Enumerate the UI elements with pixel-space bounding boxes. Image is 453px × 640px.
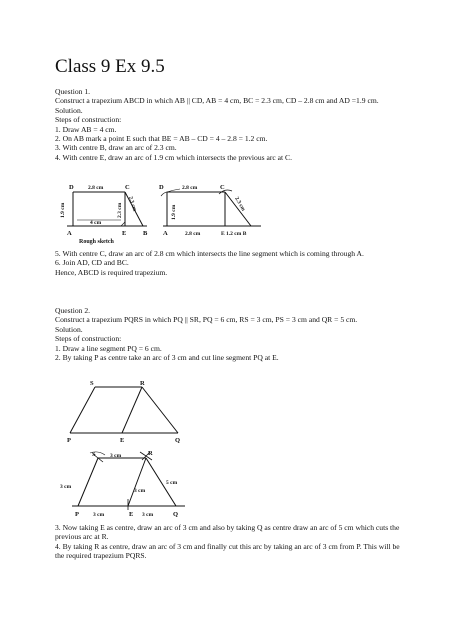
sketch-caption: Rough sketch <box>79 239 114 245</box>
sketch-label-base: 4 cm <box>90 220 102 226</box>
q1-line: 5. With centre C, draw an arc of 2.8 cm which intersects the line segment which is coming through A. <box>55 249 364 258</box>
question-1-text <box>55 87 405 162</box>
construction-label-top: 2.8 cm <box>182 185 198 191</box>
sketch-label-inner: 2.3 cm <box>117 202 123 218</box>
fig3-label-pe: 3 cm <box>93 512 105 518</box>
q1-line: 6. Join AD, CD and BC. <box>55 258 129 268</box>
q2-line: Construct a trapezium PQRS in which PQ || SR, PQ = 6 cm, RS = 3 cm, PS = 3 cm and QR = 5 cm. <box>55 315 358 325</box>
fig2-label-q: Q <box>175 437 181 444</box>
sketch-label-a: A <box>67 230 72 237</box>
fig3-label-ps: 3 cm <box>60 484 72 490</box>
construction-label-a: A <box>163 230 168 237</box>
fig3-label-er: 3 cm <box>134 488 146 494</box>
q1-line: Question 1. <box>55 87 91 96</box>
q1-line: 3. With centre B, draw an arc of 2.3 cm. <box>55 143 177 153</box>
q2-line: 1. Draw a line segment PQ = 6 cm. <box>55 343 162 353</box>
fig2-label-r: R <box>140 380 145 387</box>
q1-line: 4. With centre E, draw an arc of 1.9 cm which intersects the previous arc at C. <box>55 152 292 162</box>
question-2-text <box>55 306 405 362</box>
fig2-label-e: E <box>120 437 125 444</box>
q2-line: Steps of construction: <box>55 334 122 344</box>
q1-line: 2. On AB mark a point E such that BE = AB – CD = 4 – 2.8 = 1.2 cm. <box>55 134 268 144</box>
fig3-label-e: E <box>129 511 134 518</box>
sketch-label-d: D <box>69 184 74 191</box>
fig3-label-q: Q <box>173 511 179 518</box>
fig3-label-s: S <box>92 451 96 458</box>
fig3-label-eq: 3 cm <box>142 512 154 518</box>
q2-line: Solution. <box>55 324 83 334</box>
fig3-label-qr: 5 cm <box>166 480 178 486</box>
construction-label-left: 1.9 cm <box>171 204 177 220</box>
q1-line: 1. Draw AB = 4 cm. <box>55 124 117 134</box>
question-2-steps-continued <box>55 523 405 561</box>
construction-label-base-right: E 1.2 cm B <box>221 231 247 237</box>
construction-label-base-left: 2.8 cm <box>185 231 201 237</box>
q2-line: Question 2. <box>55 306 91 315</box>
sketch-label-b: B <box>143 230 148 237</box>
sketch-label-slant: 2.3 cm <box>127 195 138 213</box>
page-title: Class 9 Ex 9.5 <box>55 56 165 77</box>
fig3-label-p: P <box>75 511 79 518</box>
q2-line: 3. Now taking E as centre, draw an arc of 3 cm and also by taking Q as centre draw an arc of 5 cm which cuts the previous arc at R. <box>55 523 400 542</box>
q1-line: Steps of construction: <box>55 115 122 125</box>
q1-line: Construct a trapezium ABCD in which AB || CD, AB = 4 cm, BC = 2.3 cm, CD – 2.8 cm and AD =1.9 cm. <box>55 96 379 106</box>
q2-line: 2. By taking P as centre take an arc of 3 cm and cut line segment PQ at E. <box>55 353 279 363</box>
construction-label-c: C <box>220 184 225 191</box>
construction-label-slant: 2.3 cm <box>233 196 247 213</box>
q1-line: Solution. <box>55 105 83 115</box>
q2-line: 4. By taking R as centre, draw an arc of 3 cm and finally cut this arc by taking an arc of 3 cm from P. This will be the required trapezium PQRS. <box>55 541 400 561</box>
trapezium-abcd-figure <box>55 180 295 248</box>
sketch-label-c: C <box>125 184 130 191</box>
sketch-label-left: 1.9 cm <box>60 202 66 218</box>
trapezium-pqrs-construction <box>60 446 200 522</box>
fig3-label-r: R <box>148 450 153 457</box>
fig2-label-s: S <box>90 380 94 387</box>
pqrs-sketch-lines <box>70 387 178 433</box>
fig3-label-sr: 3 cm <box>110 453 122 459</box>
fig2-label-p: P <box>67 437 71 444</box>
q1-line: Hence, ABCD is required trapezium. <box>55 267 168 277</box>
sketch-label-top: 2.8 cm <box>88 185 104 191</box>
question-1-steps-continued <box>55 249 405 277</box>
construction-label-d: D <box>159 184 164 191</box>
trapezium-pqrs-sketch <box>60 377 190 445</box>
sketch-label-e: E <box>122 230 127 237</box>
